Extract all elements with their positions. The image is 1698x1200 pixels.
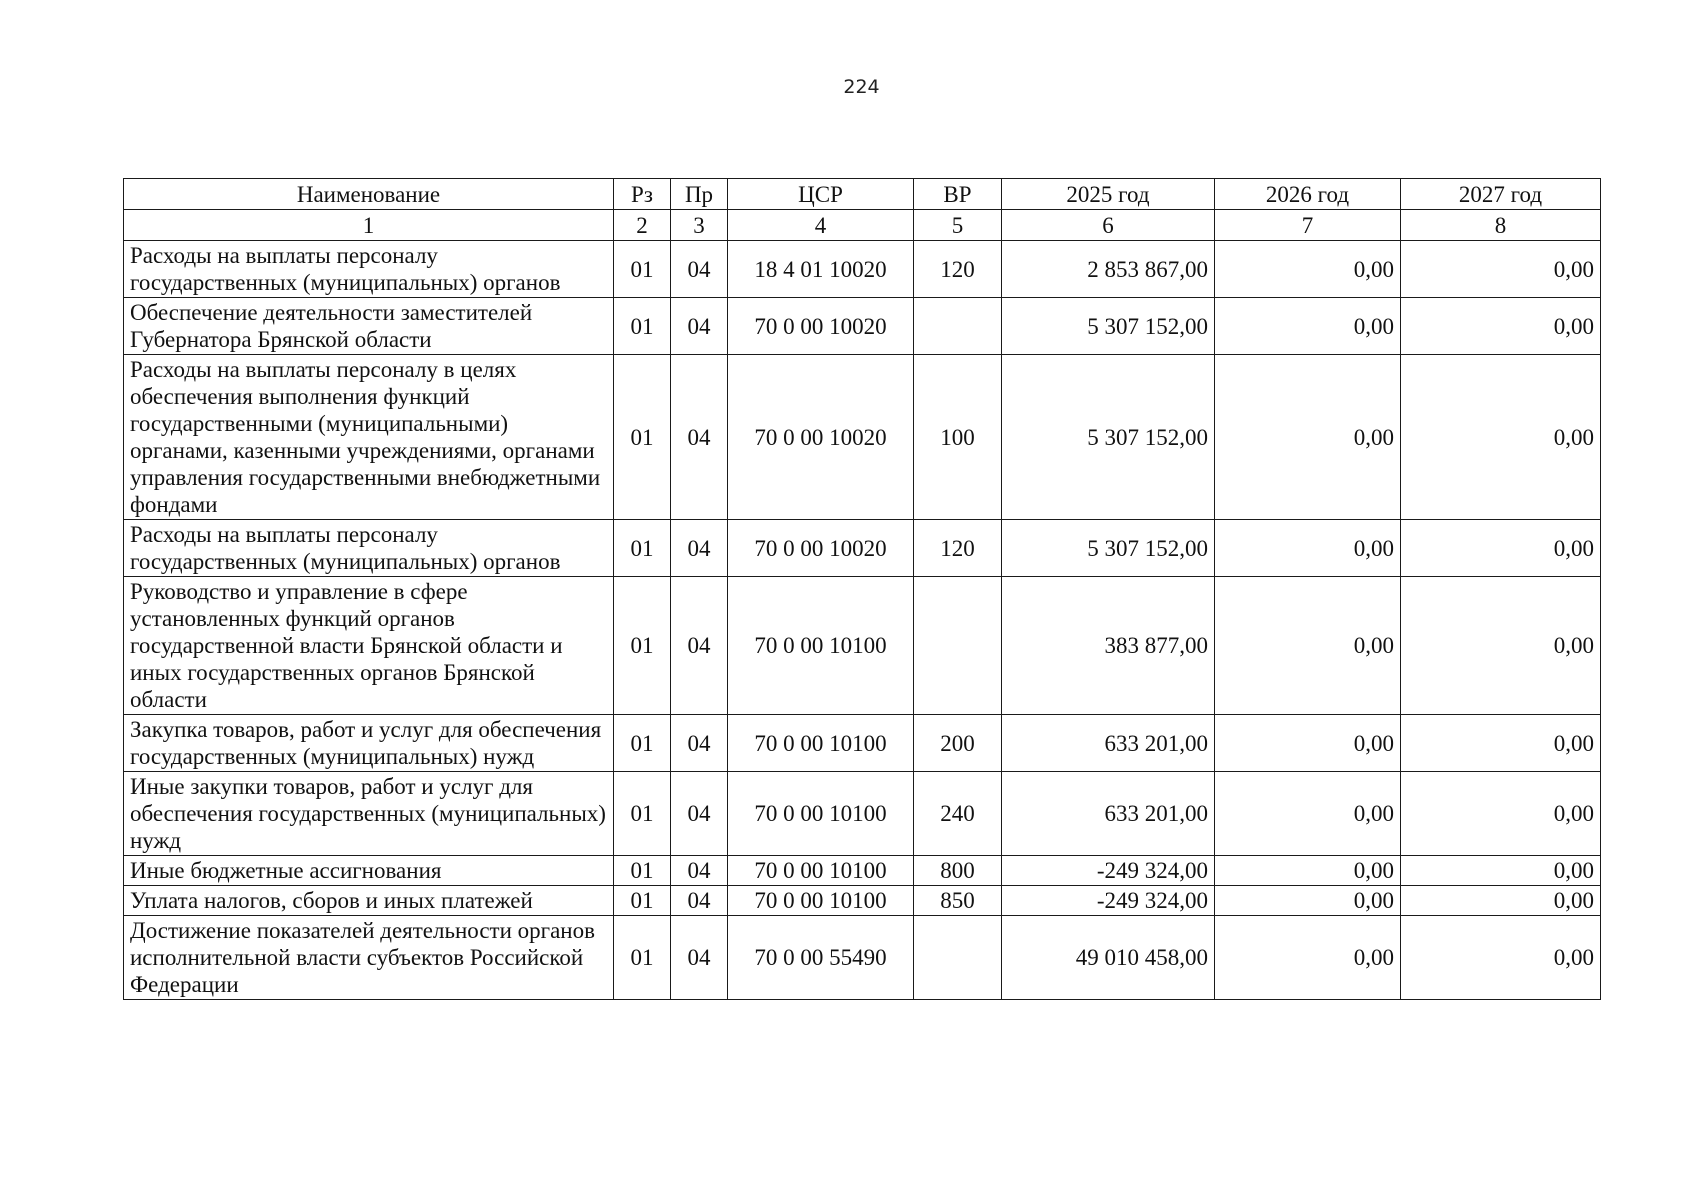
row-csr: 70 0 00 10020 xyxy=(728,520,914,577)
column-number: 8 xyxy=(1401,210,1601,241)
row-pr: 04 xyxy=(671,715,728,772)
row-pr: 04 xyxy=(671,772,728,856)
row-rz: 01 xyxy=(614,298,671,355)
column-number-row xyxy=(124,210,1601,241)
row-name: Иные бюджетные ассигнования xyxy=(124,856,614,886)
row-csr: 18 4 01 10020 xyxy=(728,241,914,298)
row-2025: 383 877,00 xyxy=(1002,577,1215,715)
header-cell-csr: ЦСР xyxy=(728,179,914,210)
column-number: 6 xyxy=(1002,210,1215,241)
table-row xyxy=(124,715,1601,772)
row-2027: 0,00 xyxy=(1401,520,1601,577)
header-cell-pr: Пр xyxy=(671,179,728,210)
row-rz: 01 xyxy=(614,241,671,298)
row-csr: 70 0 00 10020 xyxy=(728,298,914,355)
table-row xyxy=(124,577,1601,715)
row-2025: 5 307 152,00 xyxy=(1002,298,1215,355)
row-name: Расходы на выплаты персоналу государственных (муниципальных) органов xyxy=(124,520,614,577)
row-2025: 633 201,00 xyxy=(1002,772,1215,856)
header-cell-rz: Рз xyxy=(614,179,671,210)
column-number: 4 xyxy=(728,210,914,241)
table-row xyxy=(124,856,1601,886)
row-2025: 633 201,00 xyxy=(1002,715,1215,772)
column-number: 7 xyxy=(1215,210,1401,241)
row-vr: 240 xyxy=(914,772,1002,856)
row-csr: 70 0 00 10020 xyxy=(728,355,914,520)
row-name: Обеспечение деятельности заместителей Губернатора Брянской области xyxy=(124,298,614,355)
table-row xyxy=(124,298,1601,355)
row-2026: 0,00 xyxy=(1215,520,1401,577)
row-2026: 0,00 xyxy=(1215,577,1401,715)
row-rz: 01 xyxy=(614,715,671,772)
row-rz: 01 xyxy=(614,577,671,715)
row-2027: 0,00 xyxy=(1401,577,1601,715)
row-2025: 2 853 867,00 xyxy=(1002,241,1215,298)
table-row xyxy=(124,520,1601,577)
row-pr: 04 xyxy=(671,298,728,355)
row-2025: 5 307 152,00 xyxy=(1002,520,1215,577)
row-2026: 0,00 xyxy=(1215,916,1401,1000)
row-2026: 0,00 xyxy=(1215,241,1401,298)
row-2026: 0,00 xyxy=(1215,772,1401,856)
table-row xyxy=(124,241,1601,298)
header-cell-2025: 2025 год xyxy=(1002,179,1215,210)
row-vr: 200 xyxy=(914,715,1002,772)
budget-table xyxy=(123,178,1601,1000)
column-number: 2 xyxy=(614,210,671,241)
row-rz: 01 xyxy=(614,916,671,1000)
row-rz: 01 xyxy=(614,520,671,577)
header-cell-2026: 2026 год xyxy=(1215,179,1401,210)
column-number: 3 xyxy=(671,210,728,241)
header-cell-vr: ВР xyxy=(914,179,1002,210)
row-2027: 0,00 xyxy=(1401,241,1601,298)
row-vr xyxy=(914,577,1002,715)
row-2027: 0,00 xyxy=(1401,856,1601,886)
row-rz: 01 xyxy=(614,355,671,520)
row-2026: 0,00 xyxy=(1215,886,1401,916)
table-row xyxy=(124,355,1601,520)
row-rz: 01 xyxy=(614,856,671,886)
column-number: 5 xyxy=(914,210,1002,241)
row-vr: 100 xyxy=(914,355,1002,520)
row-name: Руководство и управление в сфере установленных функций органов государственной власти Брянской области и иных государственных органов Брянской области xyxy=(124,577,614,715)
row-2027: 0,00 xyxy=(1401,355,1601,520)
row-vr: 120 xyxy=(914,241,1002,298)
header-cell-name: Наименование xyxy=(124,179,614,210)
row-pr: 04 xyxy=(671,241,728,298)
row-rz: 01 xyxy=(614,772,671,856)
table-row xyxy=(124,886,1601,916)
row-csr: 70 0 00 55490 xyxy=(728,916,914,1000)
row-pr: 04 xyxy=(671,916,728,1000)
row-csr: 70 0 00 10100 xyxy=(728,856,914,886)
row-vr xyxy=(914,298,1002,355)
row-name: Закупка товаров, работ и услуг для обеспечения государственных (муниципальных) нужд xyxy=(124,715,614,772)
row-pr: 04 xyxy=(671,856,728,886)
row-vr: 800 xyxy=(914,856,1002,886)
row-name: Иные закупки товаров, работ и услуг для обеспечения государственных (муниципальных) нужд xyxy=(124,772,614,856)
header-row xyxy=(124,179,1601,210)
row-2026: 0,00 xyxy=(1215,856,1401,886)
row-pr: 04 xyxy=(671,577,728,715)
row-rz: 01 xyxy=(614,886,671,916)
row-2027: 0,00 xyxy=(1401,886,1601,916)
row-2025: 5 307 152,00 xyxy=(1002,355,1215,520)
row-csr: 70 0 00 10100 xyxy=(728,772,914,856)
row-name: Расходы на выплаты персоналу государственных (муниципальных) органов xyxy=(124,241,614,298)
row-2025: -249 324,00 xyxy=(1002,886,1215,916)
row-pr: 04 xyxy=(671,520,728,577)
row-pr: 04 xyxy=(671,886,728,916)
page-number: 224 xyxy=(843,76,880,98)
row-vr: 850 xyxy=(914,886,1002,916)
column-number: 1 xyxy=(124,210,614,241)
row-name: Достижение показателей деятельности органов исполнительной власти субъектов Российской Федерации xyxy=(124,916,614,1000)
row-2027: 0,00 xyxy=(1401,772,1601,856)
row-2025: 49 010 458,00 xyxy=(1002,916,1215,1000)
row-2026: 0,00 xyxy=(1215,355,1401,520)
row-csr: 70 0 00 10100 xyxy=(728,886,914,916)
row-2026: 0,00 xyxy=(1215,298,1401,355)
table-row xyxy=(124,772,1601,856)
row-name: Уплата налогов, сборов и иных платежей xyxy=(124,886,614,916)
row-2027: 0,00 xyxy=(1401,715,1601,772)
row-vr: 120 xyxy=(914,520,1002,577)
row-2025: -249 324,00 xyxy=(1002,856,1215,886)
row-2027: 0,00 xyxy=(1401,298,1601,355)
row-csr: 70 0 00 10100 xyxy=(728,577,914,715)
row-name: Расходы на выплаты персоналу в целях обеспечения выполнения функций государственными (муниципальными) органами, казенными учреждениями, органами управления государственными внебюджетными фондами xyxy=(124,355,614,520)
table-row xyxy=(124,916,1601,1000)
row-csr: 70 0 00 10100 xyxy=(728,715,914,772)
header-cell-2027: 2027 год xyxy=(1401,179,1601,210)
row-2026: 0,00 xyxy=(1215,715,1401,772)
row-pr: 04 xyxy=(671,355,728,520)
row-vr xyxy=(914,916,1002,1000)
row-2027: 0,00 xyxy=(1401,916,1601,1000)
